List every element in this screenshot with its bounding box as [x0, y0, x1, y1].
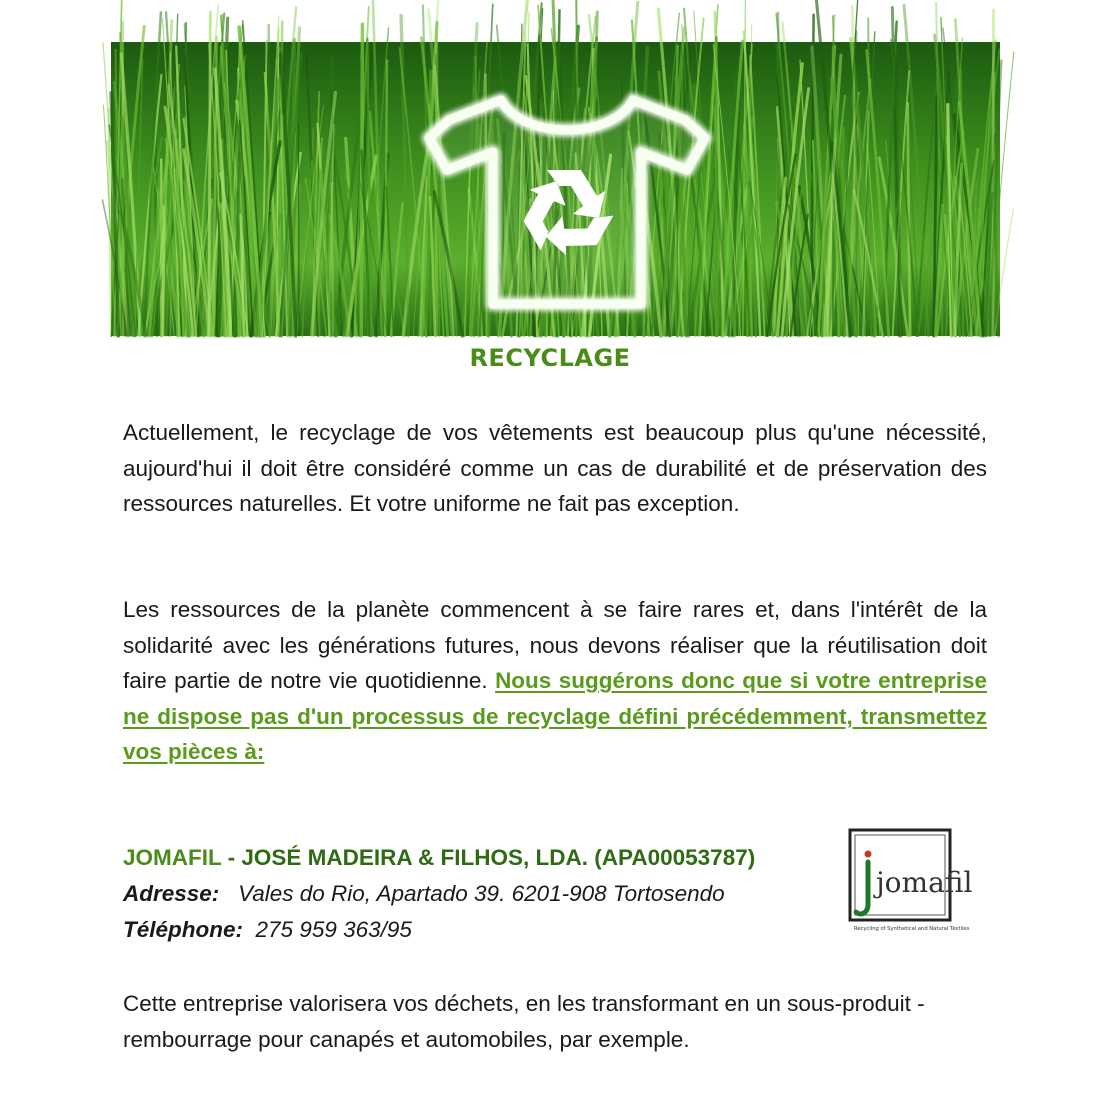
company-address-line — [123, 876, 843, 912]
recycling-suggestion: Nous suggérons donc que si votre entreprise ne dispose pas d'un processus de recyclage défini précédemment, transmettez vos pièces à: — [123, 668, 987, 764]
address-value: Vales do Rio, Apartado 39. 6201-908 Tortosendo — [238, 881, 725, 906]
company-separator: - — [221, 845, 242, 870]
paragraph-intro: Actuellement, le recyclage de vos vêtements est beaucoup plus qu'une nécessité, aujourd'hui il doit être considéré comme un cas de durabilité et de préservation des ressources naturelles. Et votre uniforme ne fait pas exception. — [123, 420, 987, 516]
company-name-line — [123, 840, 843, 876]
phone-value: 275 959 363/95 — [255, 917, 412, 942]
jomafil-logo — [846, 826, 973, 936]
paragraph-resources-text: Les ressources de la planète commencent à se faire rares et, dans l'intérêt de la solidarité avec les générations futures, nous devons réaliser que la réutilisation doit faire partie de notre vie quotidienne. — [123, 597, 987, 693]
company-phone-line — [123, 912, 843, 948]
phone-label: Téléphone: — [123, 917, 244, 942]
paragraph-resources — [123, 592, 987, 770]
address-label: Adresse: — [123, 881, 220, 906]
logo-wordmark: jomafil — [876, 866, 973, 899]
grass-banner — [111, 42, 1000, 336]
logo-tagline: Recycling of Synthetical and Natural Textiles — [854, 926, 970, 932]
page-title: RECYCLAGE — [469, 344, 631, 372]
company-info — [123, 840, 843, 948]
grass-blade — [298, 123, 299, 336]
company-brand: JOMAFIL — [123, 845, 222, 870]
grass-blade — [163, 206, 164, 336]
company-legal-name: JOSÉ MADEIRA & FILHOS, LDA. (APA00053787) — [241, 845, 756, 870]
paragraph-closing: Cette entreprise valorisera vos déchets, en les transformant en un sous-produit - rembourrage pour canapés et automobiles, par exemple. — [123, 991, 925, 1052]
